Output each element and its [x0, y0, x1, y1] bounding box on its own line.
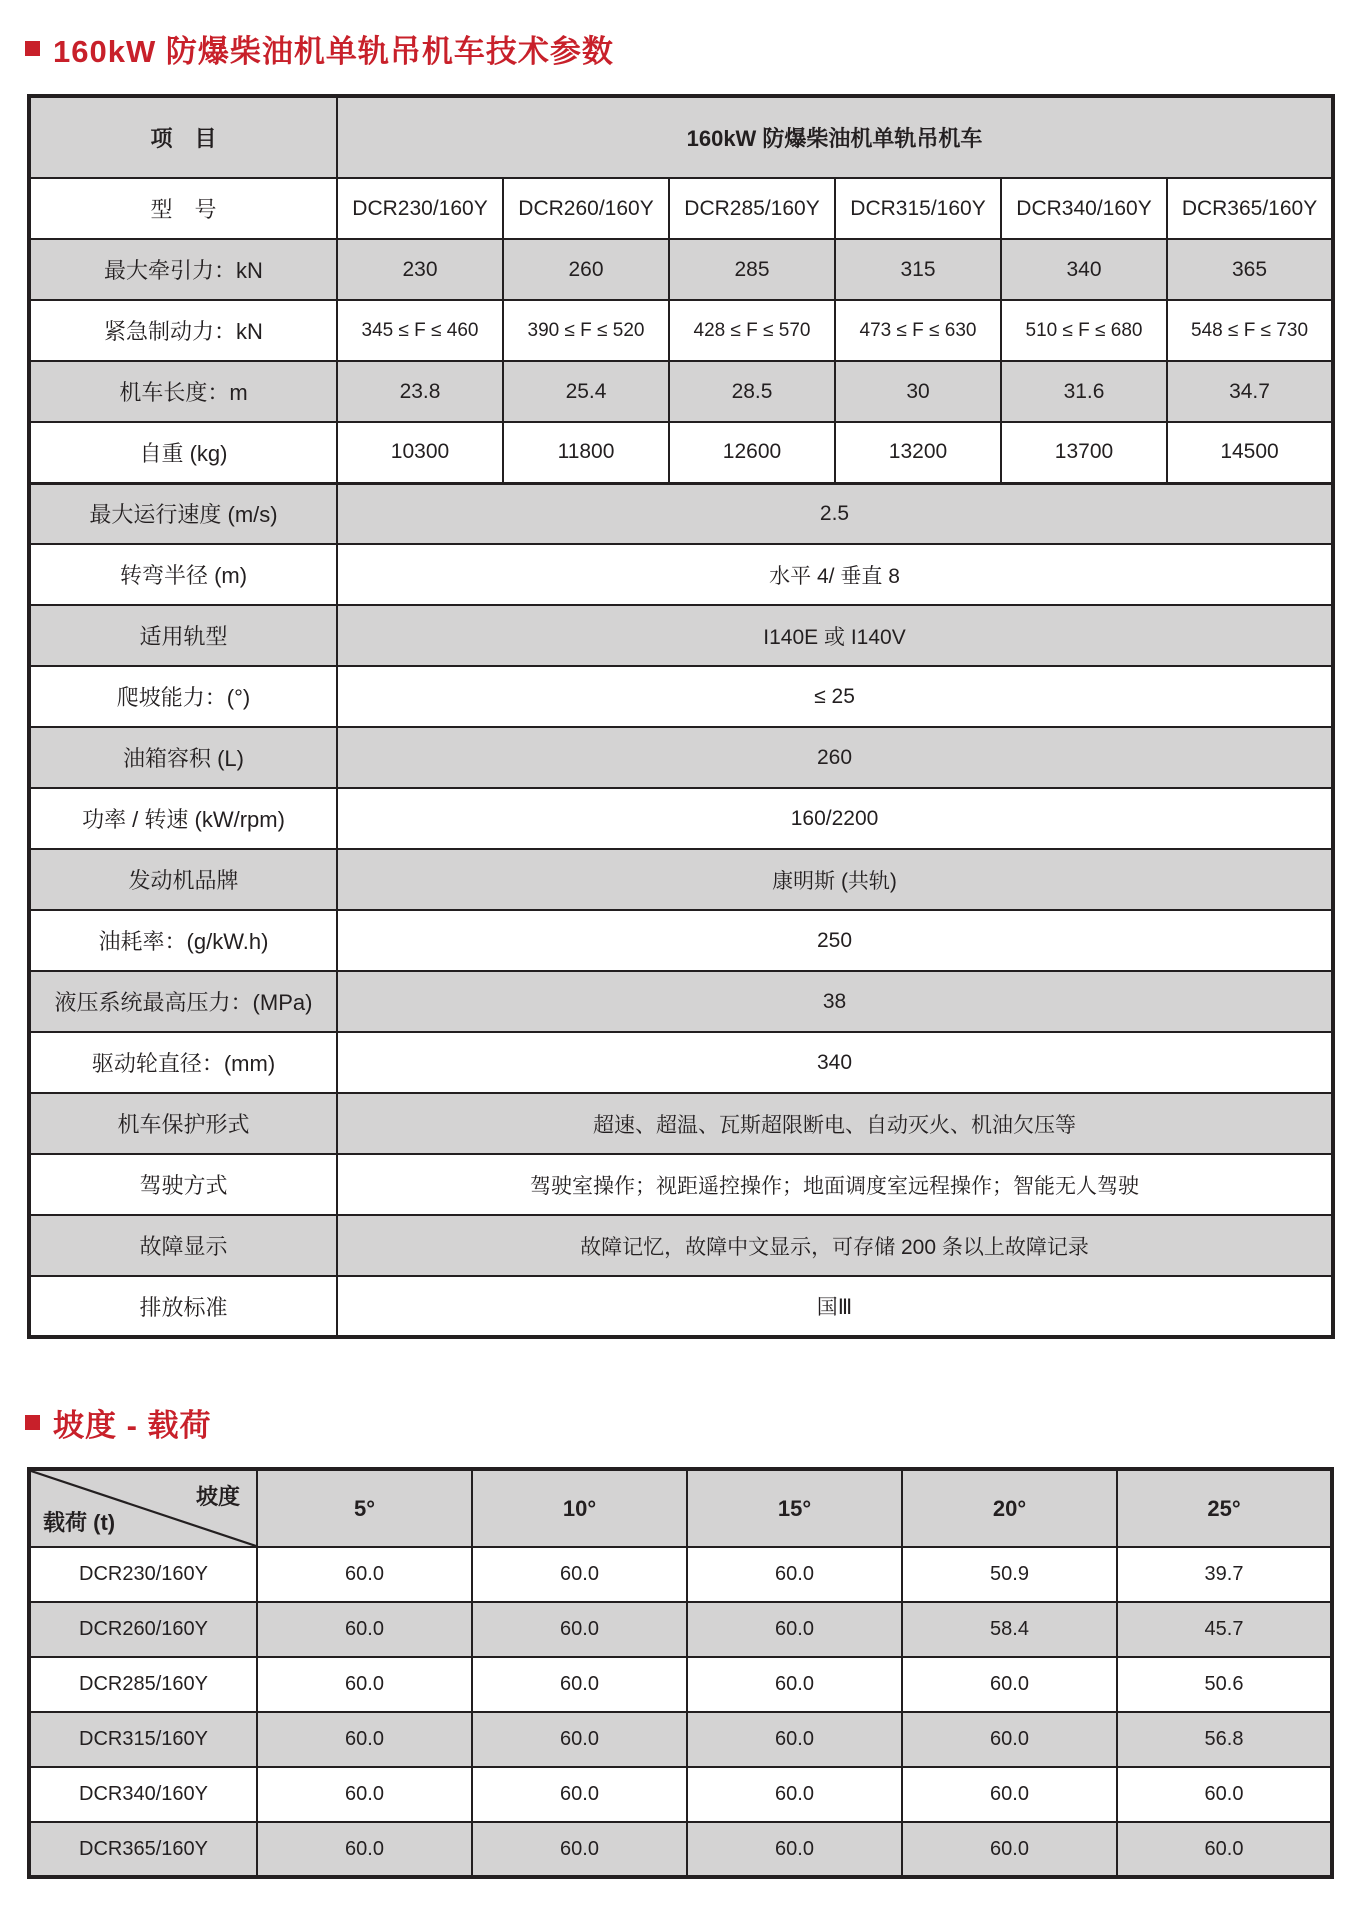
merged-value-cell: 康明斯 (共轨) [337, 849, 1333, 910]
load-value-cell: 60.0 [257, 1547, 472, 1602]
diagonal-label-slope: 坡度 [195, 1484, 240, 1509]
row-label-weight: 自重 (kg) [29, 422, 337, 483]
spec-value-cell: 285 [669, 239, 835, 300]
spec-value-cell: 230 [337, 239, 503, 300]
load-value-cell: 60.0 [257, 1657, 472, 1712]
slope-load-table [27, 1467, 1334, 1879]
section-title-text: 坡度 - 载荷 [53, 1408, 212, 1443]
model-name-cell: DCR285/160Y [29, 1657, 257, 1712]
section-title-slope-load [25, 1400, 212, 1445]
load-value-cell: 60.0 [902, 1822, 1117, 1877]
spec-value-cell: 13200 [835, 422, 1001, 483]
load-value-cell: 60.0 [902, 1767, 1117, 1822]
diagonal-label-load: 载荷 (t) [43, 1510, 116, 1535]
spec-value-cell: 390 ≤ F ≤ 520 [503, 300, 669, 361]
row-label-drive-wheel: 驱动轮直径：(mm) [29, 1032, 337, 1093]
load-value-cell: 60.0 [472, 1712, 687, 1767]
slope-column-header: 10° [472, 1469, 687, 1547]
section-title-text: 160kW 防爆柴油机单轨吊机车技术参数 [53, 34, 614, 69]
slope-column-header: 25° [1117, 1469, 1332, 1547]
group-header-cell: 160kW 防爆柴油机单轨吊机车 [337, 96, 1333, 178]
model-name-cell: DCR315/160Y [835, 178, 1001, 239]
row-label-model: 型 号 [29, 178, 337, 239]
model-name-cell: DCR340/160Y [29, 1767, 257, 1822]
spec-value-cell: 14500 [1167, 422, 1333, 483]
merged-value-cell: 340 [337, 1032, 1333, 1093]
load-value-cell: 60.0 [257, 1602, 472, 1657]
red-square-bullet-icon [25, 1415, 40, 1430]
spec-value-cell: 11800 [503, 422, 669, 483]
load-value-cell: 45.7 [1117, 1602, 1332, 1657]
row-label-driving-mode: 驾驶方式 [29, 1154, 337, 1215]
spec-value-cell: 13700 [1001, 422, 1167, 483]
load-value-cell: 60.0 [687, 1822, 902, 1877]
load-value-cell: 60.0 [687, 1657, 902, 1712]
load-value-cell: 60.0 [472, 1767, 687, 1822]
red-square-bullet-icon [25, 41, 40, 56]
spec-value-cell: 34.7 [1167, 361, 1333, 422]
load-value-cell: 60.0 [257, 1822, 472, 1877]
load-value-cell: 60.0 [902, 1712, 1117, 1767]
slope-column-header: 15° [687, 1469, 902, 1547]
model-name-cell: DCR230/160Y [337, 178, 503, 239]
model-name-cell: DCR340/160Y [1001, 178, 1167, 239]
spec-value-cell: 31.6 [1001, 361, 1167, 422]
spec-value-cell: 28.5 [669, 361, 835, 422]
row-label-emission: 排放标准 [29, 1276, 337, 1337]
load-value-cell: 60.0 [687, 1602, 902, 1657]
spec-value-cell: 340 [1001, 239, 1167, 300]
merged-value-cell: 驾驶室操作；视距遥控操作；地面调度室远程操作；智能无人驾驶 [337, 1154, 1333, 1215]
corner-header-cell: 项 目 [29, 96, 337, 178]
model-name-cell: DCR230/160Y [29, 1547, 257, 1602]
load-value-cell: 60.0 [472, 1602, 687, 1657]
merged-value-cell: I140E 或 I140V [337, 605, 1333, 666]
spec-value-cell: 345 ≤ F ≤ 460 [337, 300, 503, 361]
spec-value-cell: 365 [1167, 239, 1333, 300]
spec-value-cell: 12600 [669, 422, 835, 483]
load-value-cell: 60.0 [902, 1657, 1117, 1712]
model-name-cell: DCR365/160Y [1167, 178, 1333, 239]
model-name-cell: DCR260/160Y [503, 178, 669, 239]
merged-value-cell: 超速、超温、瓦斯超限断电、自动灭火、机油欠压等 [337, 1093, 1333, 1154]
row-label-fault-display: 故障显示 [29, 1215, 337, 1276]
load-value-cell: 60.0 [687, 1767, 902, 1822]
spec-value-cell: 25.4 [503, 361, 669, 422]
row-label-power-rpm: 功率 / 转速 (kW/rpm) [29, 788, 337, 849]
load-value-cell: 56.8 [1117, 1712, 1332, 1767]
row-label-emergency-brake: 紧急制动力：kN [29, 300, 337, 361]
merged-value-cell: 38 [337, 971, 1333, 1032]
load-value-cell: 39.7 [1117, 1547, 1332, 1602]
spec-value-cell: 315 [835, 239, 1001, 300]
row-label-fuel-tank: 油箱容积 (L) [29, 727, 337, 788]
spec-value-cell: 260 [503, 239, 669, 300]
spec-value-cell: 473 ≤ F ≤ 630 [835, 300, 1001, 361]
spec-value-cell: 428 ≤ F ≤ 570 [669, 300, 835, 361]
row-label-turn-radius: 转弯半径 (m) [29, 544, 337, 605]
merged-value-cell: 2.5 [337, 483, 1333, 544]
slope-column-header: 5° [257, 1469, 472, 1547]
model-name-cell: DCR285/160Y [669, 178, 835, 239]
row-label-length: 机车长度：m [29, 361, 337, 422]
load-value-cell: 60.0 [687, 1712, 902, 1767]
merged-value-cell: ≤ 25 [337, 666, 1333, 727]
section-title-tech-params [25, 26, 614, 71]
row-label-rail-type: 适用轨型 [29, 605, 337, 666]
load-value-cell: 58.4 [902, 1602, 1117, 1657]
spec-value-cell: 23.8 [337, 361, 503, 422]
load-value-cell: 60.0 [472, 1547, 687, 1602]
spec-value-cell: 510 ≤ F ≤ 680 [1001, 300, 1167, 361]
load-value-cell: 50.9 [902, 1547, 1117, 1602]
tech-spec-table [27, 94, 1335, 1339]
spec-value-cell: 30 [835, 361, 1001, 422]
row-label-gradeability: 爬坡能力：(°) [29, 666, 337, 727]
merged-value-cell: 故障记忆，故障中文显示，可存储 200 条以上故障记录 [337, 1215, 1333, 1276]
load-value-cell: 60.0 [1117, 1822, 1332, 1877]
row-label-hydraulic-pressure: 液压系统最高压力：(MPa) [29, 971, 337, 1032]
load-value-cell: 60.0 [257, 1712, 472, 1767]
row-label-max-speed: 最大运行速度 (m/s) [29, 483, 337, 544]
model-name-cell: DCR260/160Y [29, 1602, 257, 1657]
merged-value-cell: 260 [337, 727, 1333, 788]
model-name-cell: DCR315/160Y [29, 1712, 257, 1767]
row-label-fuel-rate: 油耗率：(g/kW.h) [29, 910, 337, 971]
model-name-cell: DCR365/160Y [29, 1822, 257, 1877]
load-value-cell: 60.0 [1117, 1767, 1332, 1822]
merged-value-cell: 160/2200 [337, 788, 1333, 849]
row-label-protection: 机车保护形式 [29, 1093, 337, 1154]
diagonal-header-cell [29, 1469, 257, 1547]
load-value-cell: 60.0 [472, 1657, 687, 1712]
merged-value-cell: 水平 4/ 垂直 8 [337, 544, 1333, 605]
load-value-cell: 60.0 [472, 1822, 687, 1877]
spec-value-cell: 10300 [337, 422, 503, 483]
load-value-cell: 60.0 [257, 1767, 472, 1822]
merged-value-cell: 250 [337, 910, 1333, 971]
slope-column-header: 20° [902, 1469, 1117, 1547]
merged-value-cell: 国Ⅲ [337, 1276, 1333, 1337]
row-label-max-traction: 最大牵引力：kN [29, 239, 337, 300]
spec-value-cell: 548 ≤ F ≤ 730 [1167, 300, 1333, 361]
load-value-cell: 60.0 [687, 1547, 902, 1602]
row-label-engine-brand: 发动机品牌 [29, 849, 337, 910]
load-value-cell: 50.6 [1117, 1657, 1332, 1712]
